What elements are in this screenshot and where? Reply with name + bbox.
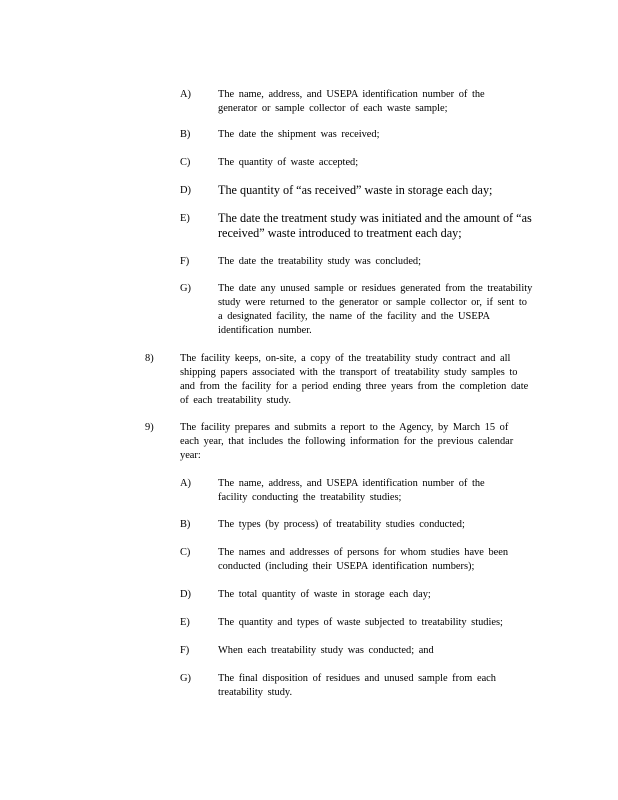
s9-item-c-label: C) bbox=[180, 547, 191, 558]
s9-item-d-text: The total quantity of waste in storage each day; bbox=[218, 589, 431, 600]
s9-item-e-text: The quantity and types of waste subjected to treatability studies; bbox=[218, 617, 503, 628]
section-8-text: The facility keeps, on-site, a copy of the treatability study contract and all shipping papers associated with the transport of treatability study samples to and from the facility for a period ending three years from the completion date of each treatability study. bbox=[180, 353, 529, 406]
s7-item-d-text: The quantity of “as received” waste in storage each day; bbox=[218, 183, 493, 197]
section-8-number: 8) bbox=[145, 353, 154, 364]
s7-item-g-label: G) bbox=[180, 283, 191, 294]
s9-item-b-label: B) bbox=[180, 519, 191, 530]
s9-item-a-label: A) bbox=[180, 478, 191, 489]
s9-item-b-text: The types (by process) of treatability studies conducted; bbox=[218, 519, 465, 530]
section-9-number: 9) bbox=[145, 422, 154, 433]
s7-item-b-label: B) bbox=[180, 129, 191, 140]
s7-item-f-label: F) bbox=[180, 256, 190, 267]
section-9-text: The facility prepares and submits a report to the Agency, by March 15 of each year, that includes the following information for the previous calendar year: bbox=[180, 422, 514, 461]
s7-item-e-text: The date the treatment study was initiated and the amount of “as received” waste introduced to treatment each day; bbox=[218, 211, 532, 240]
s7-item-b-text: The date the shipment was received; bbox=[218, 129, 380, 140]
s9-item-d-label: D) bbox=[180, 589, 191, 600]
s9-item-c-text: The names and addresses of persons for whom studies have been conducted (including their USEPA identification numbers); bbox=[218, 547, 509, 572]
s9-item-f-text: When each treatability study was conducted; and bbox=[218, 645, 434, 656]
s7-item-a-text: The name, address, and USEPA identification number of the generator or sample collector of each waste sample; bbox=[218, 89, 485, 114]
s7-item-f-text: The date the treatability study was concluded; bbox=[218, 256, 422, 267]
s7-item-a-label: A) bbox=[180, 89, 191, 100]
s7-item-c-label: C) bbox=[180, 157, 191, 168]
s7-item-e-label: E) bbox=[180, 213, 190, 224]
s7-item-c-text: The quantity of waste accepted; bbox=[218, 157, 359, 168]
s9-item-e-label: E) bbox=[180, 617, 190, 628]
s9-item-g-text: The final disposition of residues and unused sample from each treatability study. bbox=[218, 673, 496, 698]
s9-item-a-text: The name, address, and USEPA identification number of the facility conducting the treatability studies; bbox=[218, 478, 485, 503]
s9-item-g-label: G) bbox=[180, 673, 191, 684]
s7-item-g-text: The date any unused sample or residues generated from the treatability study were returned to the generator or sample collector or, if sent to a designated facility, the name of the facility and the USEPA identification number. bbox=[218, 283, 533, 336]
s9-item-f-label: F) bbox=[180, 645, 190, 656]
s7-item-d-label: D) bbox=[180, 185, 191, 196]
